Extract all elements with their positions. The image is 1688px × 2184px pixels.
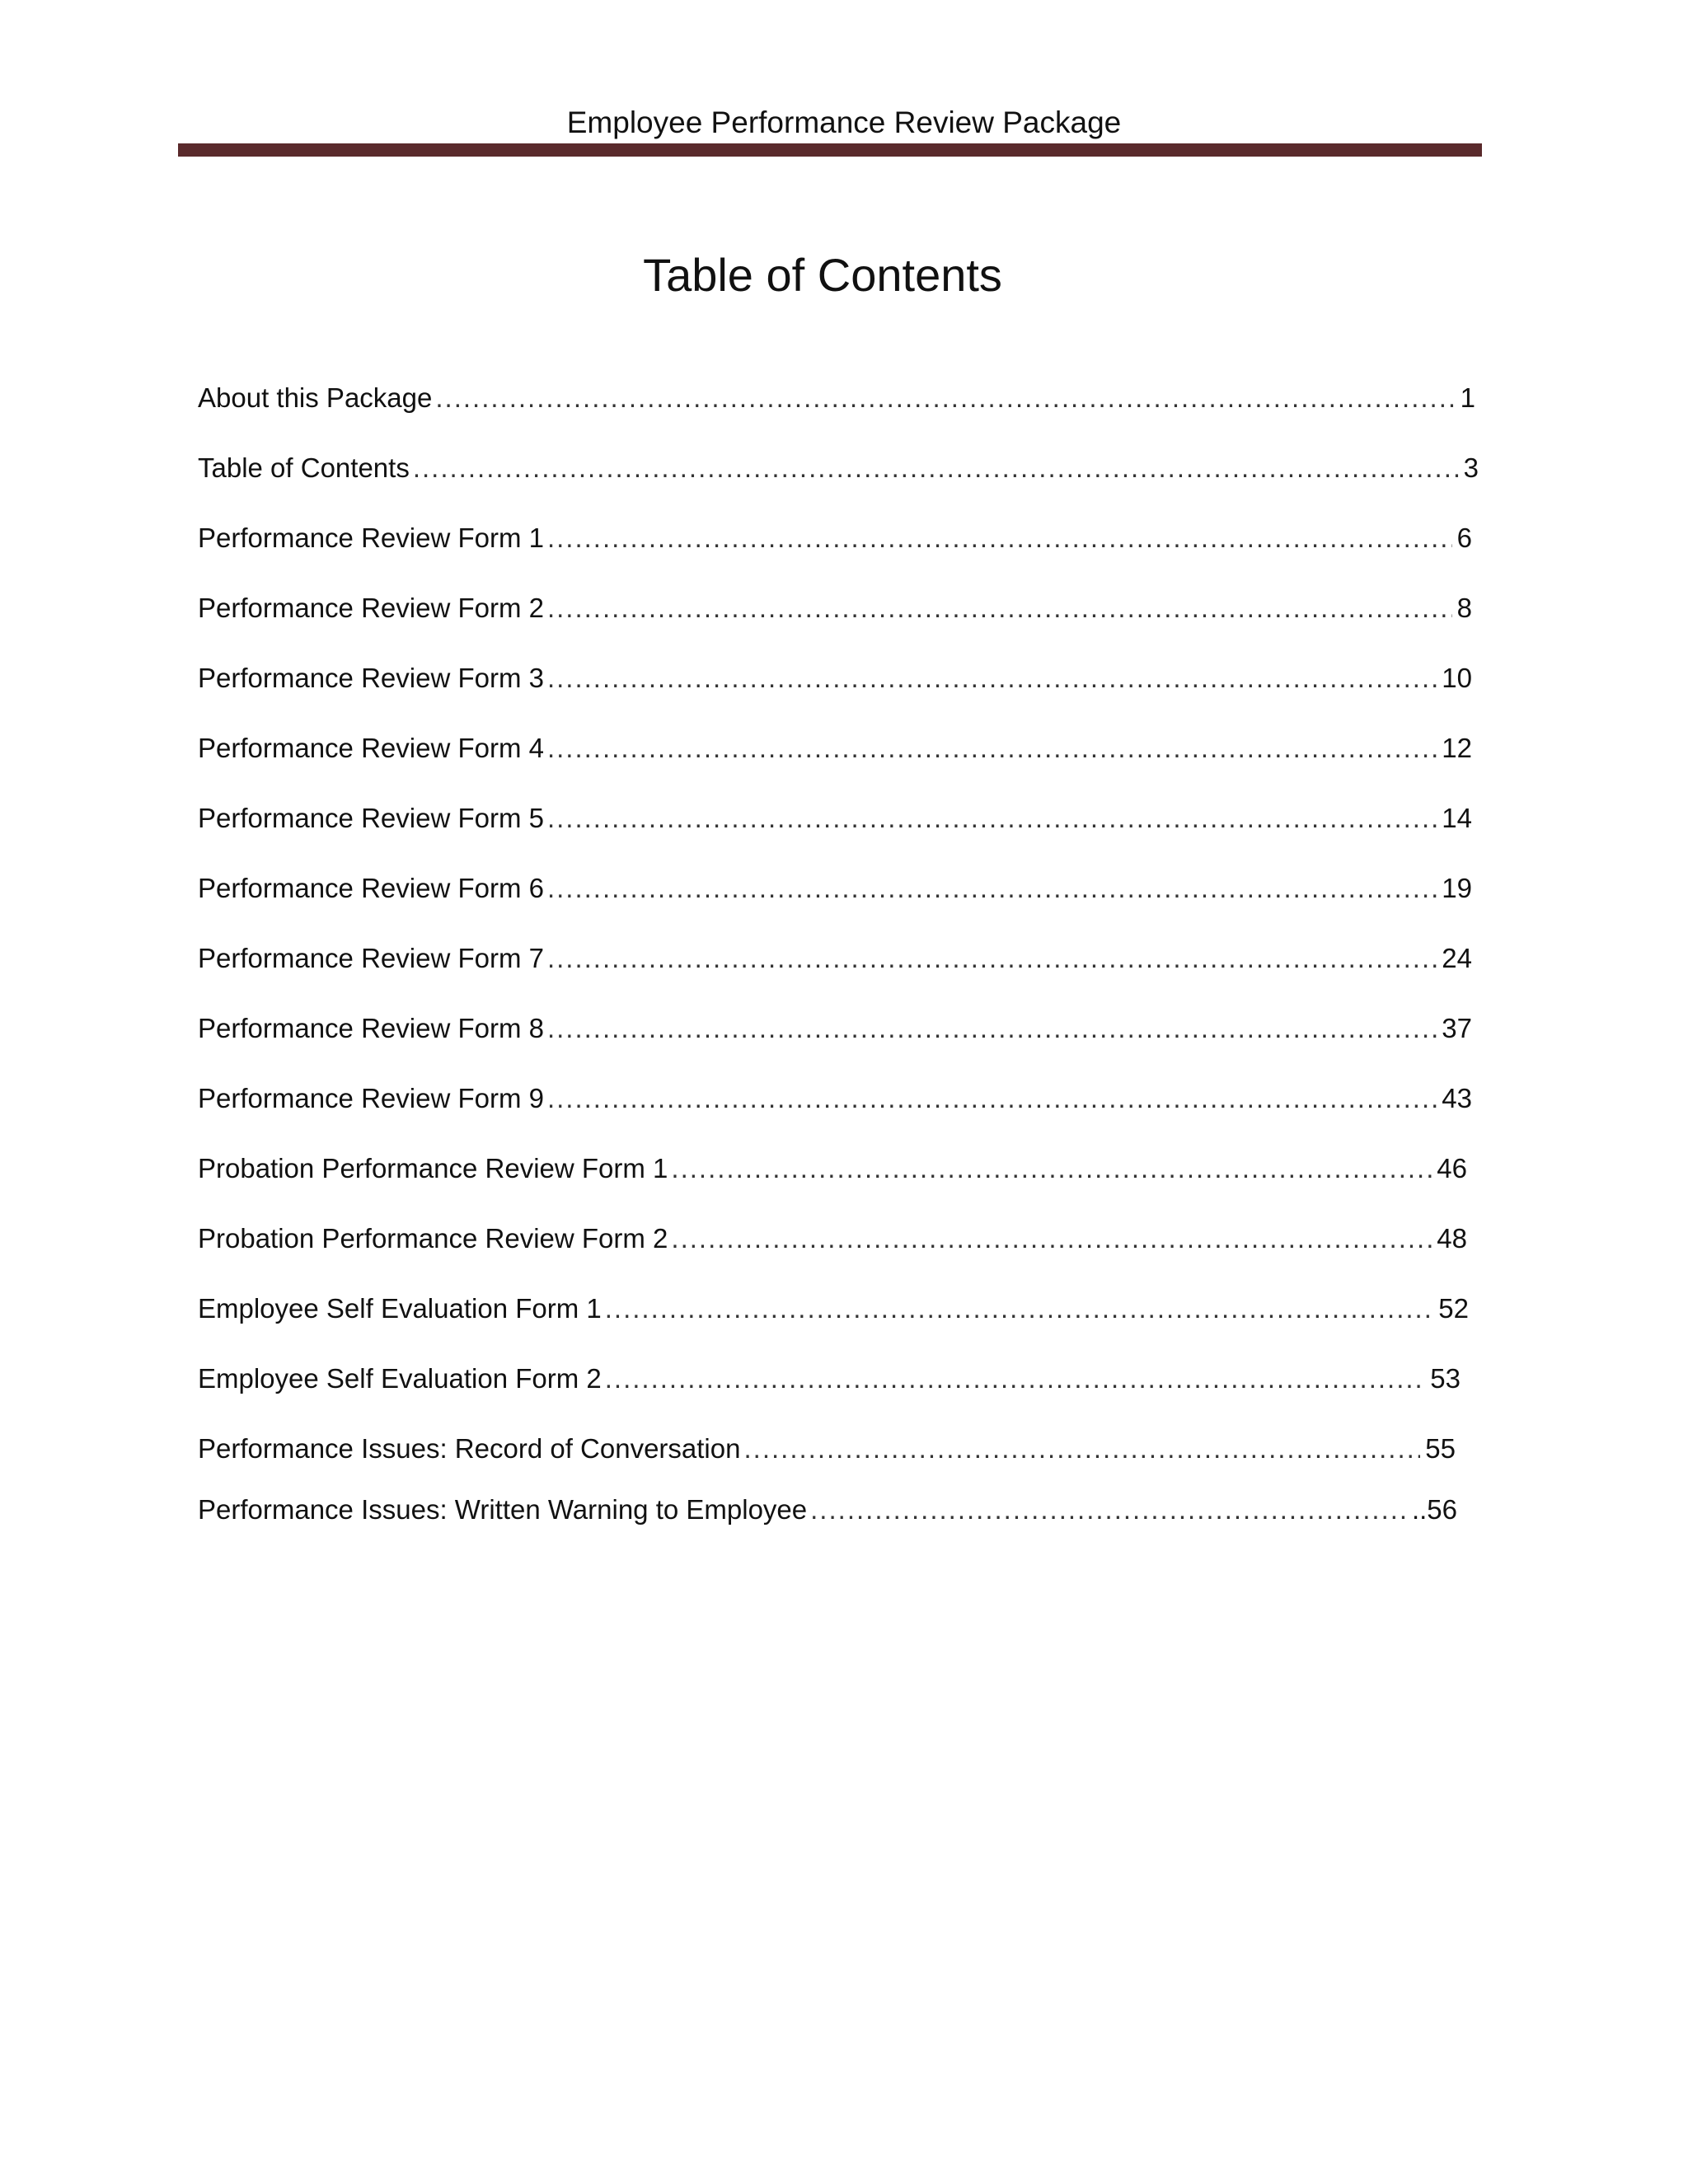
toc-entry-label: Performance Review Form 2 (198, 593, 544, 623)
toc-entry-label: Performance Review Form 6 (198, 873, 544, 903)
toc-entry-page: 46 (1437, 1153, 1467, 1183)
dot-leader (671, 1218, 1432, 1259)
dot-leader (547, 518, 1452, 559)
dot-leader (547, 658, 1437, 699)
toc-entry-about[interactable] (198, 377, 1475, 419)
toc-entry-review-form-1[interactable] (198, 518, 1472, 559)
toc-entry-label: Performance Review Form 4 (198, 733, 544, 763)
dot-leader (435, 377, 1455, 419)
toc-title: Table of Contents (643, 249, 1002, 301)
toc-entry-label: Performance Review Form 5 (198, 803, 544, 833)
toc-entry-page: 14 (1442, 803, 1472, 833)
dot-leader (547, 1078, 1437, 1119)
dot-leader (605, 1358, 1426, 1399)
page-header: Employee Performance Review Package (566, 105, 1122, 139)
toc-entry-label: Performance Issues: Record of Conversation (198, 1433, 741, 1464)
toc-entry-review-form-2[interactable] (198, 588, 1472, 629)
toc-entry-label: Performance Review Form 3 (198, 663, 544, 693)
toc-entry-page: 24 (1442, 943, 1472, 973)
toc-entry-label: Employee Self Evaluation Form 1 (198, 1293, 602, 1324)
dot-leader (743, 1428, 1420, 1469)
dot-leader (671, 1148, 1432, 1189)
dot-leader (547, 1008, 1437, 1049)
toc-entry-label: Employee Self Evaluation Form 2 (198, 1363, 602, 1394)
toc-entry-self-evaluation-form-1[interactable] (198, 1288, 1469, 1329)
toc-entry-review-form-5[interactable] (198, 798, 1472, 839)
dot-leader (605, 1288, 1434, 1329)
toc-entry-page: 48 (1437, 1223, 1467, 1254)
toc-entry-table-of-contents[interactable] (198, 448, 1479, 489)
toc-entry-label: Performance Review Form 1 (198, 523, 544, 553)
toc-entry-page: 19 (1442, 873, 1472, 903)
toc-entry-page: 8 (1456, 593, 1472, 623)
toc-entry-page: 52 (1438, 1293, 1469, 1324)
toc-entry-page: 3 (1463, 452, 1479, 483)
toc-entry-label: Probation Performance Review Form 1 (198, 1153, 668, 1183)
toc-entry-page: 43 (1442, 1083, 1472, 1113)
toc-entry-page: 55 (1425, 1433, 1456, 1464)
toc-entry-probation-form-2[interactable] (198, 1218, 1467, 1259)
toc-entry-page: ..56 (1411, 1494, 1457, 1525)
toc-entry-label: Performance Review Form 9 (198, 1083, 544, 1113)
dot-leader (547, 798, 1437, 839)
toc-entry-label: Performance Review Form 7 (198, 943, 544, 973)
dot-leader (547, 588, 1452, 629)
toc-entry-written-warning[interactable] (198, 1489, 1457, 1530)
toc-entry-label: About this Package (198, 382, 433, 413)
toc-entry-page: 12 (1442, 733, 1472, 763)
dot-leader (547, 938, 1437, 979)
dot-leader (413, 448, 1459, 489)
toc-entry-review-form-8[interactable] (198, 1008, 1472, 1049)
toc-entry-label: Performance Issues: Written Warning to Employee (198, 1494, 808, 1525)
toc-entry-self-evaluation-form-2[interactable] (198, 1358, 1461, 1399)
dot-leader (810, 1489, 1407, 1530)
dot-leader (547, 868, 1437, 909)
toc-entry-page: 6 (1456, 523, 1472, 553)
toc-entry-page: 1 (1460, 382, 1475, 413)
toc-entry-record-of-conversation[interactable] (198, 1428, 1456, 1469)
dot-leader (547, 728, 1437, 769)
toc-entry-review-form-3[interactable] (198, 658, 1472, 699)
toc-entry-review-form-4[interactable] (198, 728, 1472, 769)
toc-entry-review-form-7[interactable] (198, 938, 1472, 979)
toc-entry-page: 37 (1442, 1013, 1472, 1043)
toc-entry-review-form-9[interactable] (198, 1078, 1472, 1119)
toc-entry-page: 53 (1430, 1363, 1461, 1394)
toc-entry-probation-form-1[interactable] (198, 1148, 1467, 1189)
toc-entry-page: 10 (1442, 663, 1472, 693)
toc-entry-review-form-6[interactable] (198, 868, 1472, 909)
header-rule (178, 143, 1482, 157)
toc-entry-label: Performance Review Form 8 (198, 1013, 544, 1043)
toc-entry-label: Probation Performance Review Form 2 (198, 1223, 668, 1254)
toc-entry-label: Table of Contents (198, 452, 410, 483)
